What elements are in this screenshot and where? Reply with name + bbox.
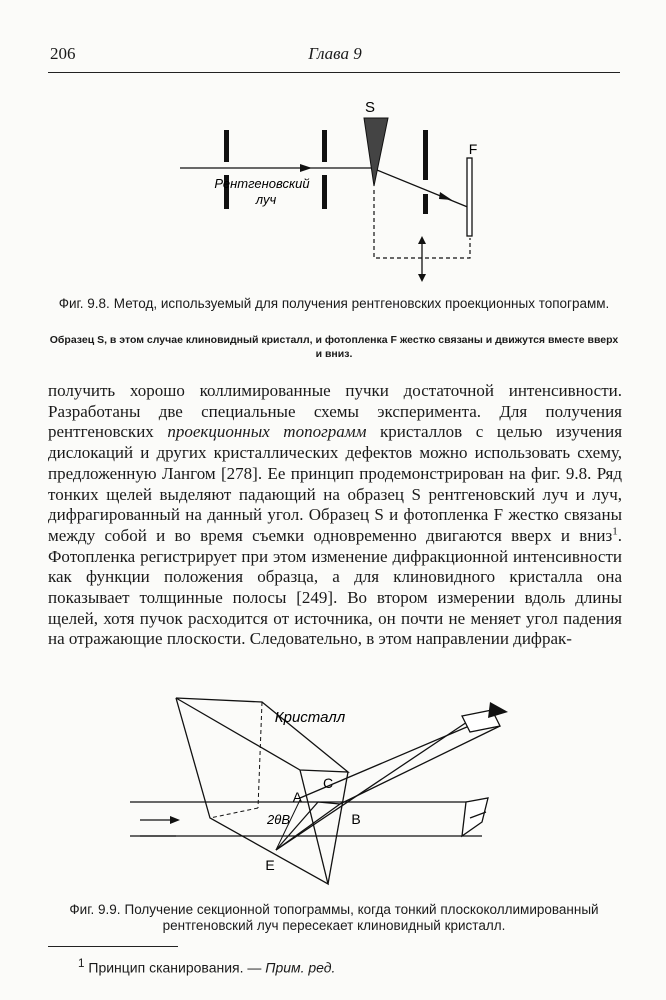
header-rule — [48, 72, 620, 73]
caption-text: Метод, используемый для получения рентгеновских проекционных топограмм. — [113, 296, 610, 311]
label-b: B — [351, 811, 361, 827]
slit-2-top — [322, 130, 327, 162]
caption-text: Получение секционной топограммы, когда тонкий плоскоколлимированный рентгеновский луч пересекает клиновидный кристалл. — [124, 902, 599, 933]
footnote-editor: Прим. ред. — [265, 959, 336, 976]
figure-9-9-caption — [48, 902, 620, 934]
caption-label: Фиг. 9.8. — [58, 296, 110, 311]
footnote-ref: 1 — [612, 525, 618, 538]
slit-3-top — [423, 130, 428, 180]
figure-9-8-diagram — [0, 90, 666, 290]
label-c: C — [322, 775, 334, 791]
label-beam-line2: луч — [255, 192, 277, 207]
diffracted-beam — [372, 168, 470, 208]
chapter-title: Глава 9 — [308, 44, 362, 63]
label-angle: 2θB — [267, 812, 290, 827]
paragraph: получить хорошо коллимированные пучки достаточной интенсивности. Разработаны две специальные схемы эксперимента. Для получения рентгеновских проекционных топограмм кристаллов с целью изучения дислокаций и других кристаллических дефектов можно использовать схему, предложенную Лангом [278]. Ее принцип продемонстрирован на фиг. 9.8. Ряд тонких щелей выделяют падающий на образец S рентгеновский луч и луч, дифрагированный на данный угол. Образец S и фотопленка F жестко связаны между собой и во время съемки одновременно двигаются вверх и вниз$^1$. Фотопленка регистрирует при этом изменение дифракционной интенсивности как функции положения образца, а для клиновидного кристалла она показывает толщинные полосы [249]. Во втором измерении вдоль длины щелей, хотя пучок расходится от источника, он почти не меняет угол падения на отражающие плоскости. Следовательно, в этом направлении дифрак- — [48, 381, 623, 649]
slit-2-bottom — [322, 175, 327, 209]
label-a: A — [292, 789, 302, 805]
label-film: F — [468, 141, 478, 157]
caption-label: Фиг. 9.9. — [69, 902, 121, 917]
footnote-rule — [48, 946, 178, 947]
wedge-sample — [364, 118, 388, 186]
page-header — [50, 44, 620, 68]
label-beam-line1: Рентгеновский — [214, 176, 310, 191]
slit-1-top — [224, 130, 229, 162]
footnote-mark: 1 — [78, 957, 85, 970]
page-number: 206 — [50, 44, 76, 63]
footnote — [78, 957, 335, 976]
beam-arrow — [300, 164, 312, 172]
slit-3-bottom — [423, 194, 428, 214]
label-sample: S — [364, 99, 376, 116]
label-crystal: Кристалл — [274, 709, 346, 726]
footnote-text: Принцип сканирования. — — [88, 959, 262, 976]
label-e: E — [265, 857, 275, 873]
figure-9-8-caption — [48, 296, 620, 312]
diffracted-arrow — [439, 192, 452, 200]
body-text — [48, 381, 622, 650]
film — [467, 158, 472, 236]
figure-9-8-note: Образец S, в этом случае клиновидный кристалл, и фотопленка F жестко связаны и движутся вместе вверх и вниз. — [49, 334, 619, 360]
beam-section — [462, 798, 488, 836]
figure-9-9-diagram — [0, 688, 666, 898]
